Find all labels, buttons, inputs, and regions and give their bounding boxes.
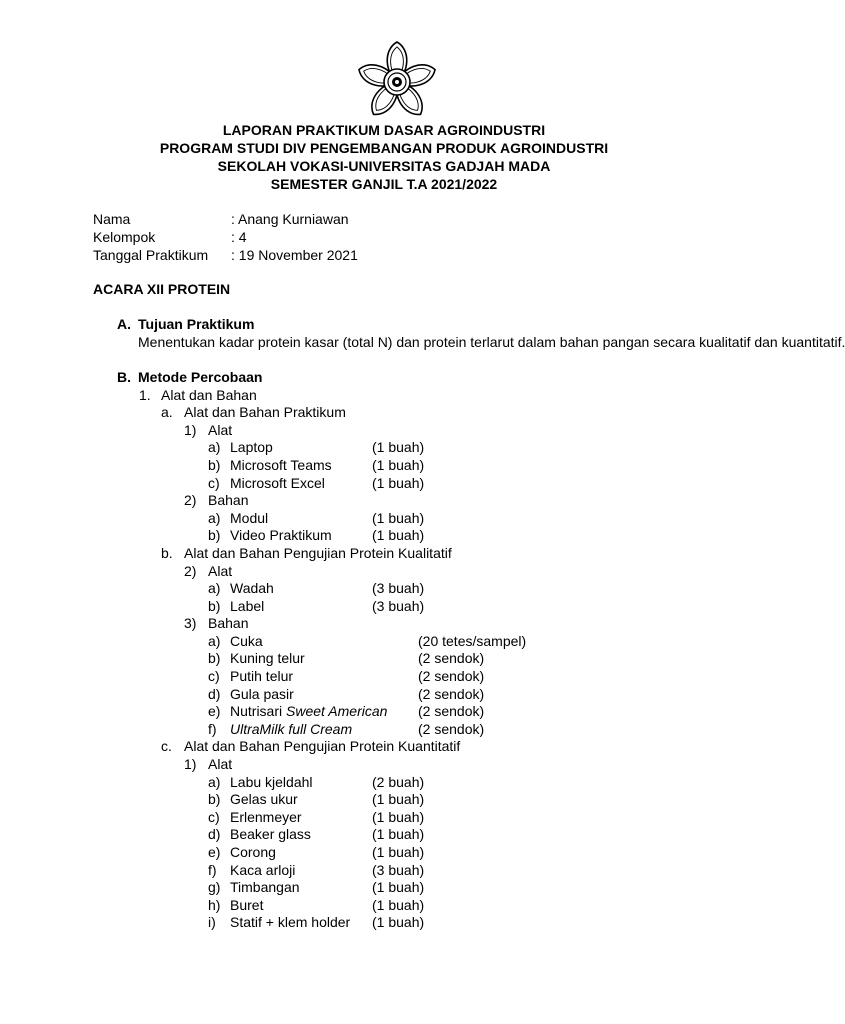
list-item (0, 721, 768, 739)
info-row-kelompok (93, 228, 358, 246)
group-a-alat-label: Alat (208, 421, 233, 438)
group-c-alat-heading (0, 756, 768, 774)
list-item (0, 580, 768, 598)
item-marker: a) (208, 773, 221, 790)
tanggal-label: Tanggal Praktikum (93, 247, 209, 263)
kelompok-value: : 4 (231, 229, 247, 245)
group-a-bahan-marker: 2) (184, 492, 197, 509)
item-name-plain: Nutrisari (230, 703, 287, 720)
group-a-bahan-label: Bahan (208, 492, 249, 509)
item-qty: (3 buah) (372, 597, 425, 614)
group-c-alat-marker: 1) (184, 756, 197, 773)
list-item (0, 633, 768, 651)
group-b-label: Alat dan Bahan Pengujian Protein Kualitatif (184, 544, 452, 561)
item-qty: (1 buah) (372, 439, 425, 456)
list-item (0, 862, 768, 880)
item-marker: b) (208, 650, 221, 667)
info-row-tanggal (93, 246, 358, 264)
student-info (93, 210, 358, 264)
item-marker: h) (208, 896, 221, 913)
item-marker: a) (208, 632, 221, 649)
group-c-alat-label: Alat (208, 756, 233, 773)
item-name: Gula pasir (230, 685, 294, 702)
list-item (0, 774, 768, 792)
item-marker: c) (208, 808, 220, 825)
nama-value: : Anang Kurniawan (231, 211, 349, 227)
list-item (0, 844, 768, 862)
list-item (0, 475, 768, 493)
report-header (0, 121, 768, 193)
group-c-label: Alat dan Bahan Pengujian Protein Kuantitatif (184, 738, 461, 755)
item-marker: a) (208, 580, 221, 597)
group-b-marker: b. (161, 544, 173, 561)
header-line-3: SEKOLAH VOKASI-UNIVERSITAS GADJAH MADA (217, 158, 551, 174)
group-a-heading (0, 404, 768, 422)
item-name: Modul (230, 509, 269, 526)
section-b-title: Metode Percobaan (138, 368, 263, 385)
list-item (0, 826, 768, 844)
list-item (0, 914, 768, 932)
item-marker: d) (208, 685, 221, 702)
item-name: Statif + klem holder (230, 914, 351, 931)
kelompok-label: Kelompok (93, 229, 156, 245)
acara-title: ACARA XII PROTEIN (93, 281, 231, 297)
item-marker: f) (208, 861, 217, 878)
item-qty: (1 buah) (372, 914, 425, 931)
list-item (0, 598, 768, 616)
group-b-bahan-label: Bahan (208, 615, 249, 632)
item-name: Gelas ukur (230, 791, 298, 808)
item-qty: (2 buah) (372, 773, 425, 790)
item-marker: i) (208, 914, 216, 931)
report-content (0, 316, 845, 932)
item-name: Video Praktikum (230, 527, 332, 544)
group-a-bahan-heading (0, 492, 768, 510)
item-name: Buret (230, 896, 264, 913)
item-qty: (1 buah) (372, 791, 425, 808)
section-a-marker: A. (117, 316, 131, 332)
item-qty: (3 buah) (372, 580, 425, 597)
item-marker: a) (208, 439, 221, 456)
item-marker: b) (208, 791, 221, 808)
item-name (230, 703, 387, 721)
item-name-italic: UltraMilk full Cream (230, 720, 353, 737)
item-qty: (1 buah) (372, 527, 425, 544)
item-name: Erlenmeyer (230, 808, 302, 825)
item-qty: (1 buah) (372, 879, 425, 896)
item-marker: c) (208, 474, 220, 491)
nama-label: Nama (93, 211, 131, 227)
university-seal-icon (352, 38, 442, 126)
group-a-alat-heading (0, 422, 768, 440)
section-b-marker: B. (117, 368, 131, 385)
sub-1-heading (0, 387, 768, 405)
item-name-italic: Sweet American (286, 703, 388, 720)
item-marker: b) (208, 597, 221, 614)
item-qty: (1 buah) (372, 808, 425, 825)
item-marker: b) (208, 456, 221, 473)
item-name: Laptop (230, 439, 273, 456)
list-item (0, 897, 768, 915)
group-b-alat-heading (0, 563, 768, 581)
section-b-heading (0, 369, 768, 387)
item-name: Labu kjeldahl (230, 773, 313, 790)
group-a-label: Alat dan Bahan Praktikum (184, 404, 346, 421)
item-qty: (1 buah) (372, 509, 425, 526)
info-row-nama (93, 210, 358, 228)
item-name: Timbangan (230, 879, 300, 896)
tanggal-value: : 19 November 2021 (231, 247, 358, 263)
item-name: Kaca arloji (230, 861, 296, 878)
item-qty: (1 buah) (372, 844, 425, 861)
item-qty: (2 sendok) (418, 668, 485, 685)
group-b-heading (0, 545, 768, 563)
item-name: Kuning telur (230, 650, 305, 667)
list-item (0, 791, 768, 809)
list-item (0, 457, 768, 475)
list-item (0, 510, 768, 528)
item-marker: a) (208, 509, 221, 526)
list-item (0, 686, 768, 704)
item-name: Wadah (230, 580, 274, 597)
header-line-4: SEMESTER GANJIL T.A 2021/2022 (270, 176, 498, 192)
section-a-heading (0, 316, 768, 334)
item-name: Beaker glass (230, 826, 311, 843)
list-item (0, 668, 768, 686)
section-a-text: Menentukan kadar protein kasar (total N) dan protein terlarut dalam bahan pangan secara kualitatif dan kuantitatif. (138, 333, 845, 350)
group-b-bahan-marker: 3) (184, 615, 197, 632)
item-name: Microsoft Teams (230, 456, 332, 473)
item-qty: (3 buah) (372, 861, 425, 878)
list-item (0, 809, 768, 827)
item-qty: (2 sendok) (418, 685, 485, 702)
group-b-alat-label: Alat (208, 562, 233, 579)
group-b-alat-marker: 2) (184, 562, 197, 579)
item-qty: (20 tetes/sampel) (418, 632, 527, 649)
group-b-bahan-heading (0, 615, 768, 633)
list-item (0, 879, 768, 897)
item-name: Corong (230, 844, 276, 861)
item-marker: e) (208, 703, 221, 720)
item-qty: (2 sendok) (418, 650, 485, 667)
header-line-2: PROGRAM STUDI DIV PENGEMBANGAN PRODUK AGROINDUSTRI (159, 140, 609, 156)
item-qty: (1 buah) (372, 474, 425, 491)
section-a-text-block (0, 333, 845, 369)
list-item (0, 439, 768, 457)
list-item (0, 527, 768, 545)
item-name: Putih telur (230, 668, 294, 685)
group-a-marker: a. (161, 404, 173, 421)
item-name: Microsoft Excel (230, 474, 325, 491)
item-name: Cuka (230, 632, 263, 649)
item-name: Label (230, 597, 265, 614)
sub-1-label: Alat dan Bahan (161, 386, 257, 403)
item-marker: d) (208, 826, 221, 843)
item-marker: e) (208, 844, 221, 861)
item-marker: b) (208, 527, 221, 544)
group-a-alat-marker: 1) (184, 421, 197, 438)
item-qty: (1 buah) (372, 456, 425, 473)
item-qty: (2 sendok) (418, 720, 485, 737)
header-line-1: LAPORAN PRAKTIKUM DASAR AGROINDUSTRI (222, 122, 546, 138)
group-c-heading (0, 738, 768, 756)
sub-1-marker: 1. (139, 386, 151, 403)
item-marker: g) (208, 879, 221, 896)
group-c-marker: c. (161, 738, 172, 755)
item-marker: c) (208, 668, 220, 685)
section-a-title: Tujuan Praktikum (138, 316, 255, 332)
list-item (0, 650, 768, 668)
item-qty: (2 sendok) (418, 703, 485, 720)
list-item (0, 703, 768, 721)
item-marker: f) (208, 720, 217, 737)
item-qty: (1 buah) (372, 896, 425, 913)
item-qty: (1 buah) (372, 826, 425, 843)
